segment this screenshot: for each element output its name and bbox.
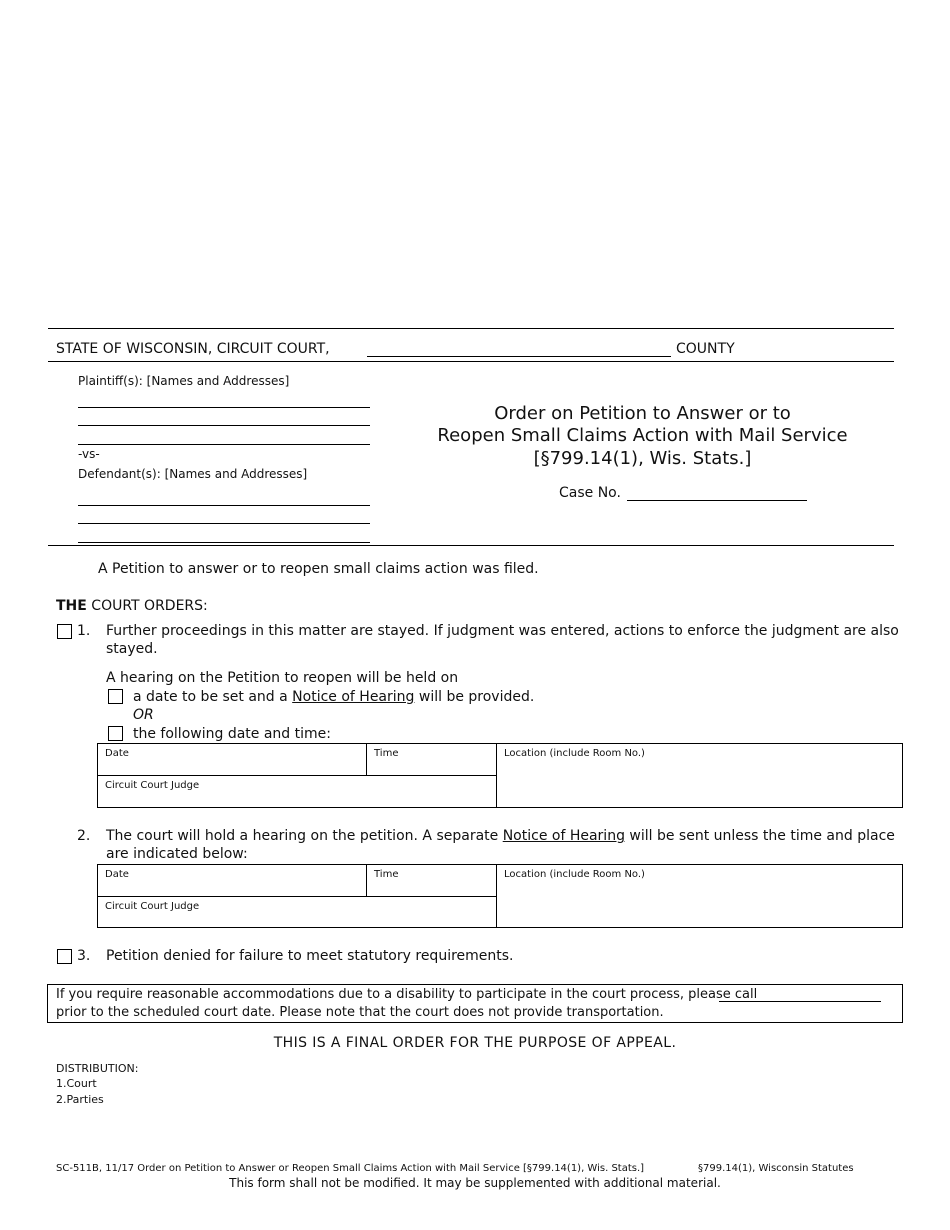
hearing-1-time-cell[interactable]: Time bbox=[366, 743, 497, 776]
caption-mid-rule bbox=[48, 361, 894, 362]
county-label: COUNTY bbox=[676, 341, 735, 357]
hearing-2-time-cell[interactable]: Time bbox=[366, 864, 497, 897]
plaintiff-line-3[interactable] bbox=[78, 444, 370, 445]
hearing-2-date-cell[interactable]: Date bbox=[97, 864, 367, 897]
notice-of-hearing-ref-1: Notice of Hearing bbox=[292, 689, 415, 705]
case-no-label: Case No. bbox=[559, 485, 621, 501]
caption-bottom-rule bbox=[48, 545, 894, 546]
plaintiff-line-1[interactable] bbox=[78, 407, 370, 408]
item-1-text-line-1: Further proceedings in this matter are stayed. If judgment was entered, actions to enforce the judgment are also bbox=[106, 623, 899, 639]
distribution-label: DISTRIBUTION: bbox=[56, 1062, 139, 1075]
plaintiffs-label: Plaintiff(s): [Names and Addresses] bbox=[78, 374, 290, 388]
final-order-notice: THIS IS A FINAL ORDER FOR THE PURPOSE OF APPEAL. bbox=[273, 1035, 677, 1051]
distribution-item-court: 1.Court bbox=[56, 1077, 97, 1090]
item-3-checkbox[interactable] bbox=[57, 949, 72, 964]
item-2-text-line-2: are indicated below: bbox=[106, 846, 248, 862]
caption-top-rule bbox=[48, 328, 894, 329]
defendants-label: Defendant(s): [Names and Addresses] bbox=[78, 467, 308, 481]
hearing-1-date-cell[interactable]: Date bbox=[97, 743, 367, 776]
hearing-1-judge-cell[interactable]: Circuit Court Judge bbox=[97, 775, 497, 808]
notice-of-hearing-ref-2: Notice of Hearing bbox=[502, 828, 625, 844]
item-3-number: 3. bbox=[77, 948, 91, 964]
state-court-label: STATE OF WISCONSIN, CIRCUIT COURT, bbox=[56, 341, 330, 357]
item-2-text-line-1: The court will hold a hearing on the petition. A separate Notice of Hearing will be sent unless the time and place bbox=[106, 828, 895, 844]
versus-label: -vs- bbox=[78, 447, 100, 461]
accommodation-phone-field[interactable] bbox=[719, 1001, 881, 1002]
form-title-line-2: Reopen Small Claims Action with Mail Service bbox=[437, 425, 848, 446]
county-name-field[interactable] bbox=[367, 356, 671, 357]
option-following-date-text: the following date and time: bbox=[133, 726, 331, 742]
defendant-line-1[interactable] bbox=[78, 505, 370, 506]
footer-form-id: SC-511B, 11/17 Order on Petition to Answer or Reopen Small Claims Action with Mail Service [§799.14(1), Wis. Stats.] bbox=[56, 1163, 645, 1174]
option-following-date-checkbox[interactable] bbox=[108, 726, 123, 741]
distribution-item-parties: 2.Parties bbox=[56, 1093, 104, 1106]
hearing-2-location-cell[interactable]: Location (include Room No.) bbox=[496, 864, 903, 928]
footer-statute: §799.14(1), Wisconsin Statutes bbox=[698, 1163, 854, 1174]
court-orders-heading: THE COURT ORDERS: bbox=[56, 598, 208, 614]
hearing-2-judge-cell[interactable]: Circuit Court Judge bbox=[97, 896, 497, 928]
accommodation-line-1: If you require reasonable accommodations due to a disability to participate in the court process, please call bbox=[56, 987, 758, 1002]
plaintiff-line-2[interactable] bbox=[78, 425, 370, 426]
footer-notice: This form shall not be modified. It may be supplemented with additional material. bbox=[229, 1176, 721, 1190]
defendant-line-2[interactable] bbox=[78, 523, 370, 524]
form-title-line-3: [§799.14(1), Wis. Stats.] bbox=[533, 448, 752, 469]
accommodation-line-2: prior to the scheduled court date. Please note that the court does not provide transportation. bbox=[56, 1005, 664, 1020]
hearing-1-location-cell[interactable]: Location (include Room No.) bbox=[496, 743, 903, 808]
option-date-to-be-set-checkbox[interactable] bbox=[108, 689, 123, 704]
hearing-intro-text: A hearing on the Petition to reopen will be held on bbox=[106, 670, 459, 686]
item-1-number: 1. bbox=[77, 623, 91, 639]
intro-text: A Petition to answer or to reopen small claims action was filed. bbox=[98, 561, 539, 577]
or-label: OR bbox=[133, 707, 154, 723]
item-1-text-line-2: stayed. bbox=[106, 641, 158, 657]
item-1-checkbox[interactable] bbox=[57, 624, 72, 639]
option-date-to-be-set-text: a date to be set and a Notice of Hearing will be provided. bbox=[133, 689, 535, 705]
item-3-text: Petition denied for failure to meet statutory requirements. bbox=[106, 948, 514, 964]
form-title-line-1: Order on Petition to Answer or to bbox=[494, 403, 791, 424]
item-2-number: 2. bbox=[77, 828, 91, 844]
case-no-field[interactable] bbox=[627, 500, 807, 501]
defendant-line-3[interactable] bbox=[78, 542, 370, 543]
